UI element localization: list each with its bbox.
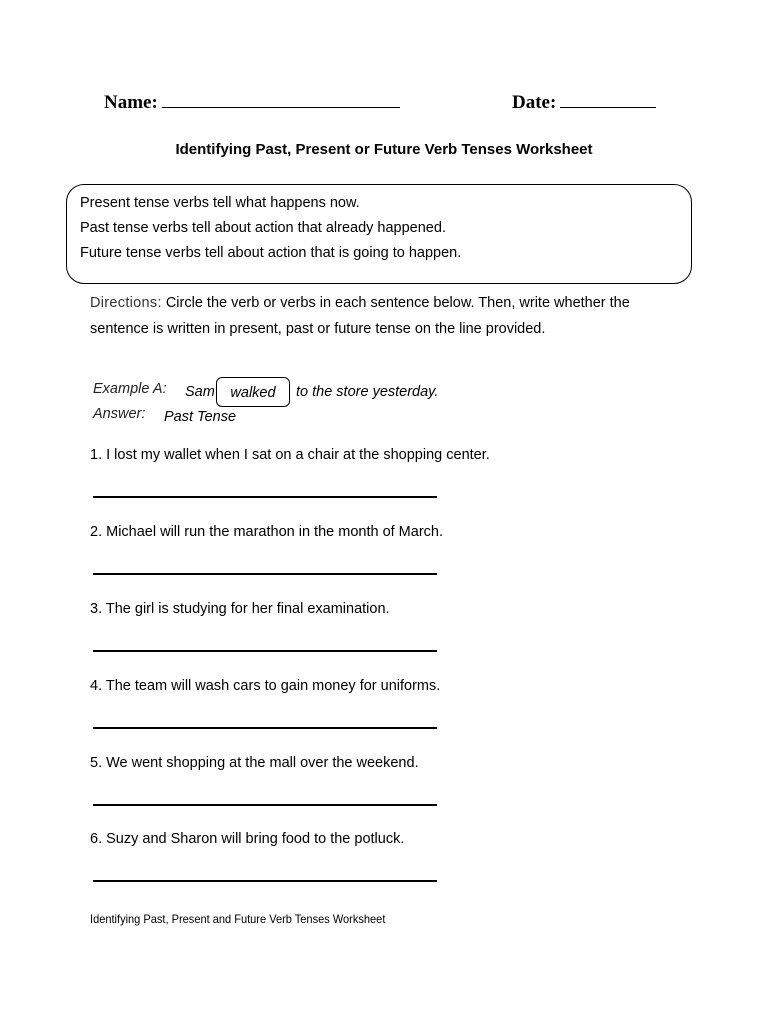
date-blank[interactable] [560, 106, 656, 108]
answer-line-1[interactable] [93, 496, 437, 498]
question-3: 3. The girl is studying for her final examination. [90, 601, 390, 617]
name-label: Name: [104, 92, 158, 113]
rule-present: Present tense verbs tell what happens now. [80, 195, 360, 211]
directions-text: Circle the verb or verbs in each sentence below. Then, write whether the sentence is written in present, past or future tense on the line provided. [90, 295, 630, 337]
rule-future: Future tense verbs tell about action that is going to happen. [80, 245, 462, 261]
date-field [512, 92, 656, 114]
example-label: Example A: [93, 381, 167, 397]
example-answer: Past Tense [164, 409, 237, 425]
question-1: 1. I lost my wallet when I sat on a chair at the shopping center. [90, 447, 490, 463]
answer-line-5[interactable] [93, 804, 437, 806]
answer-label: Answer: [93, 406, 146, 422]
question-5: 5. We went shopping at the mall over the weekend. [90, 755, 419, 771]
worksheet-title: Identifying Past, Present or Future Verb Tenses Worksheet [175, 141, 593, 158]
question-6: 6. Suzy and Sharon will bring food to the potluck. [90, 831, 405, 847]
example-circled-verb: walked [216, 377, 290, 407]
answer-line-3[interactable] [93, 650, 437, 652]
example-after: to the store yesterday. [296, 384, 439, 400]
name-blank[interactable] [162, 106, 400, 108]
answer-line-4[interactable] [93, 727, 437, 729]
answer-line-6[interactable] [93, 880, 437, 882]
name-field [104, 92, 400, 114]
date-label: Date: [512, 92, 557, 113]
question-4: 4. The team will wash cars to gain money for uniforms. [90, 678, 441, 694]
directions-label: Directions: [90, 295, 162, 311]
question-2: 2. Michael will run the marathon in the month of March. [90, 524, 443, 540]
directions [90, 290, 650, 342]
example-before: Sam [185, 384, 215, 400]
footer-text: Identifying Past, Present and Future Verb Tenses Worksheet [90, 912, 386, 926]
rule-past: Past tense verbs tell about action that already happened. [80, 220, 446, 236]
answer-line-2[interactable] [93, 573, 437, 575]
